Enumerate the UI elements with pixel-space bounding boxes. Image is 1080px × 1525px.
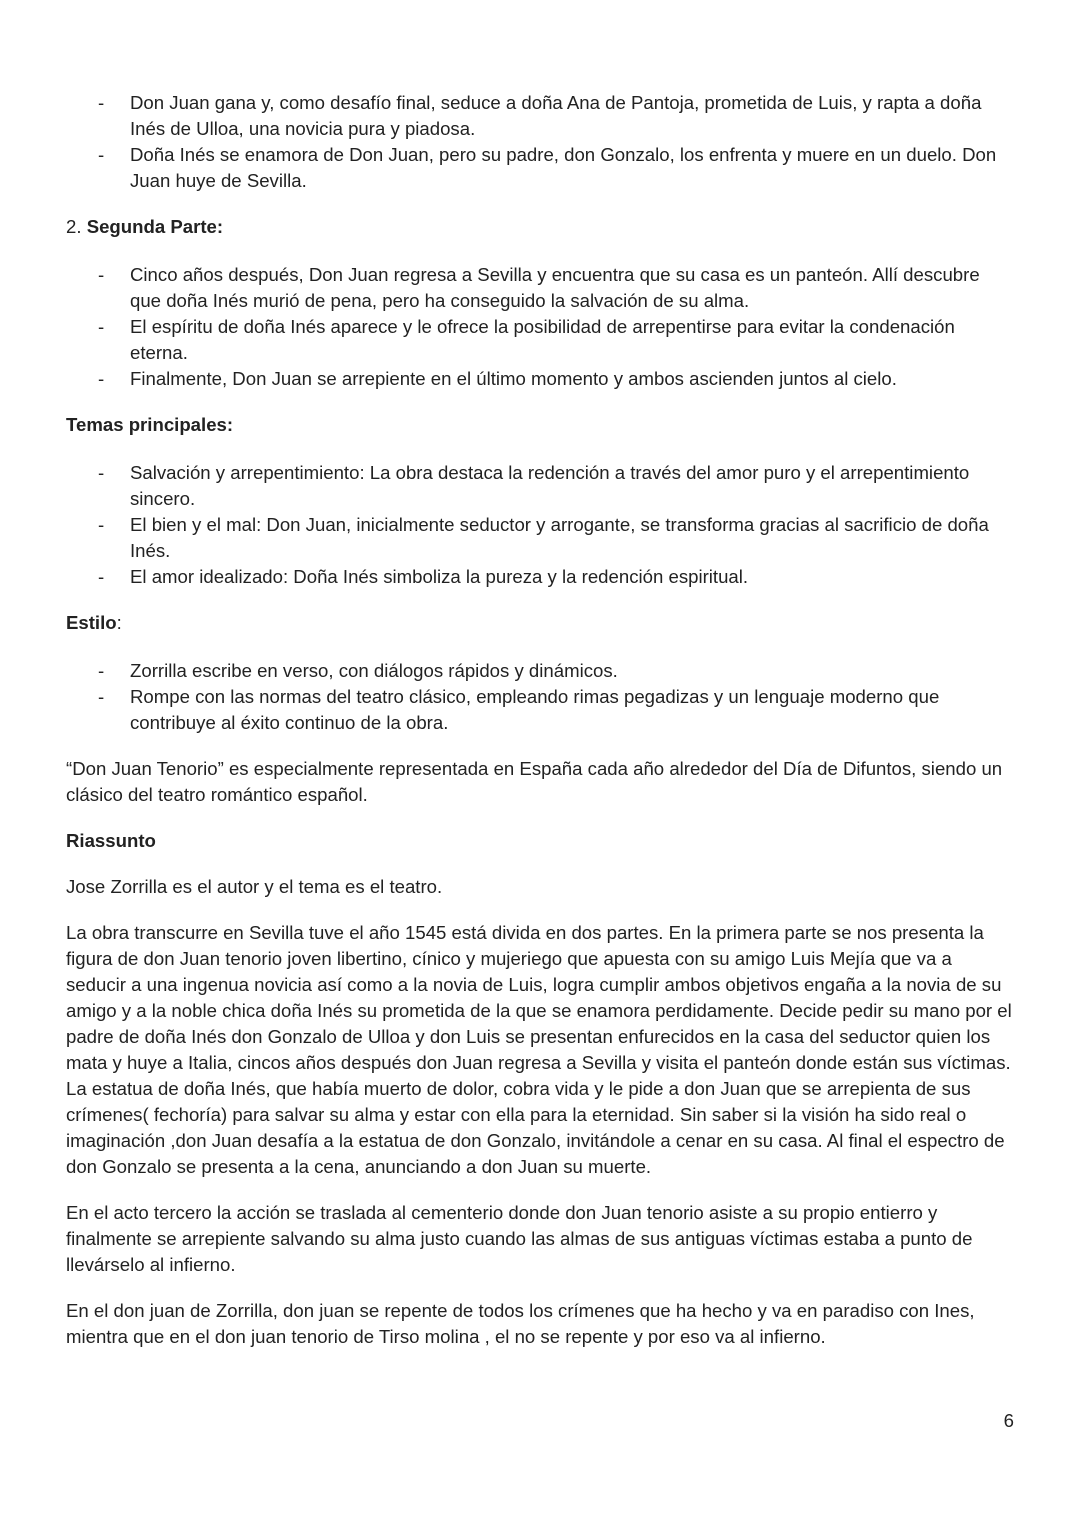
section-number: 2. — [66, 216, 82, 237]
list-item: - Don Juan gana y, como desafío final, seduce a doña Ana de Pantoja, prometida de Luis, y rapta a doña Inés de Ulloa, una novicia pura y piadosa. — [66, 90, 1014, 142]
section-title: Segunda Parte: — [86, 216, 224, 237]
list-item: - El bien y el mal: Don Juan, inicialmente seductor y arrogante, se transforma gracias al sacrificio de doña Inés. — [66, 512, 1014, 564]
riassunto-paragraph: Jose Zorrilla es el autor y el tema es el teatro. — [66, 876, 443, 897]
page-number: 6 — [1003, 1410, 1014, 1431]
section-heading-riassunto: Riassunto — [66, 830, 156, 851]
section-title: Estilo — [66, 612, 117, 633]
part1-list — [66, 90, 1014, 194]
list-item: - Finalmente, Don Juan se arrepiente en el último momento y ambos ascienden juntos al cielo. — [66, 366, 1014, 392]
riassunto-paragraph: En el don juan de Zorrilla, don juan se repente de todos los crímenes que ha hecho y va en paradiso con Ines, mientra que en el don juan tenorio de Tirso molina , el no se repente y por eso va al infierno. — [66, 1300, 975, 1347]
list-item: - Salvación y arrepentimiento: La obra destaca la redención a través del amor puro y el arrepentimiento sincero. — [66, 460, 1014, 512]
list-item: - Rompe con las normas del teatro clásico, empleando rimas pegadizas y un lenguaje moderno que contribuye al éxito continuo de la obra. — [66, 684, 1014, 736]
section-heading-segunda-parte — [66, 214, 1014, 240]
list-item: - El amor idealizado: Doña Inés simboliza la pureza y la redención espiritual. — [66, 564, 1014, 590]
section-heading-temas: Temas principales: — [66, 414, 234, 435]
part2-list — [66, 262, 1014, 392]
list-item: - Zorrilla escribe en verso, con diálogos rápidos y dinámicos. — [66, 658, 1014, 684]
estilo-list — [66, 658, 1014, 736]
riassunto-paragraph: En el acto tercero la acción se traslada al cementerio donde don Juan tenorio asiste a su propio entierro y finalmente se arrepiente salvando su alma justo cuando las almas de sus antiguas víctimas estaba a punto de llevárselo al infierno. — [66, 1202, 973, 1275]
heading-colon: : — [116, 612, 122, 633]
list-item: - Cinco años después, Don Juan regresa a Sevilla y encuentra que su casa es un panteón. Allí descubre que doña Inés murió de pena, pero ha conseguido la salvación de su alma. — [66, 262, 1014, 314]
tenorio-paragraph: “Don Juan Tenorio” es especialmente representada en España cada año alrededor del Día de Difuntos, siendo un clásico del teatro romántico español. — [66, 758, 1003, 805]
list-item: - El espíritu de doña Inés aparece y le ofrece la posibilidad de arrepentirse para evitar la condenación eterna. — [66, 314, 1014, 366]
riassunto-paragraph: La obra transcurre en Sevilla tuve el año 1545 está divida en dos partes. En la primera parte se nos presenta la figura de don Juan tenorio joven libertino, cínico y mujeriego que apuesta con su amigo Luis Mejía que va a seducir a una ingenua novicia así como a la novia de Luis, logra cumplir ambos objetivos engaña a la novia de su amigo y a la noble chica doña Inés su prometida de la que se enamora perdidamente. Decide pedir su mano por el padre de doña Inés don Gonzalo de Ulloa y don Luis se presentan enfurecidos en la casa del seductor quien los mata y huye a Italia, cincos años después don Juan regresa a Sevilla y visita el panteón donde están sus víctimas. La estatua de doña Inés, que había muerto de dolor, cobra vida y le pide a don Juan que se arrepienta de sus crímenes( fechoría) para salvar su alma y estar con ella para la eternidad. Sin saber si la visión ha sido real o imaginación ,don Juan desafía a la estatua de don Gonzalo, invitándole a cenar en su casa. Al final el espectro de don Gonzalo se presenta a la cena, anunciando a don Juan su muerte. — [66, 922, 1012, 1177]
section-heading-estilo — [66, 610, 1014, 636]
temas-list — [66, 460, 1014, 590]
list-item: - Doña Inés se enamora de Don Juan, pero su padre, don Gonzalo, los enfrenta y muere en un duelo. Don Juan huye de Sevilla. — [66, 142, 1014, 194]
